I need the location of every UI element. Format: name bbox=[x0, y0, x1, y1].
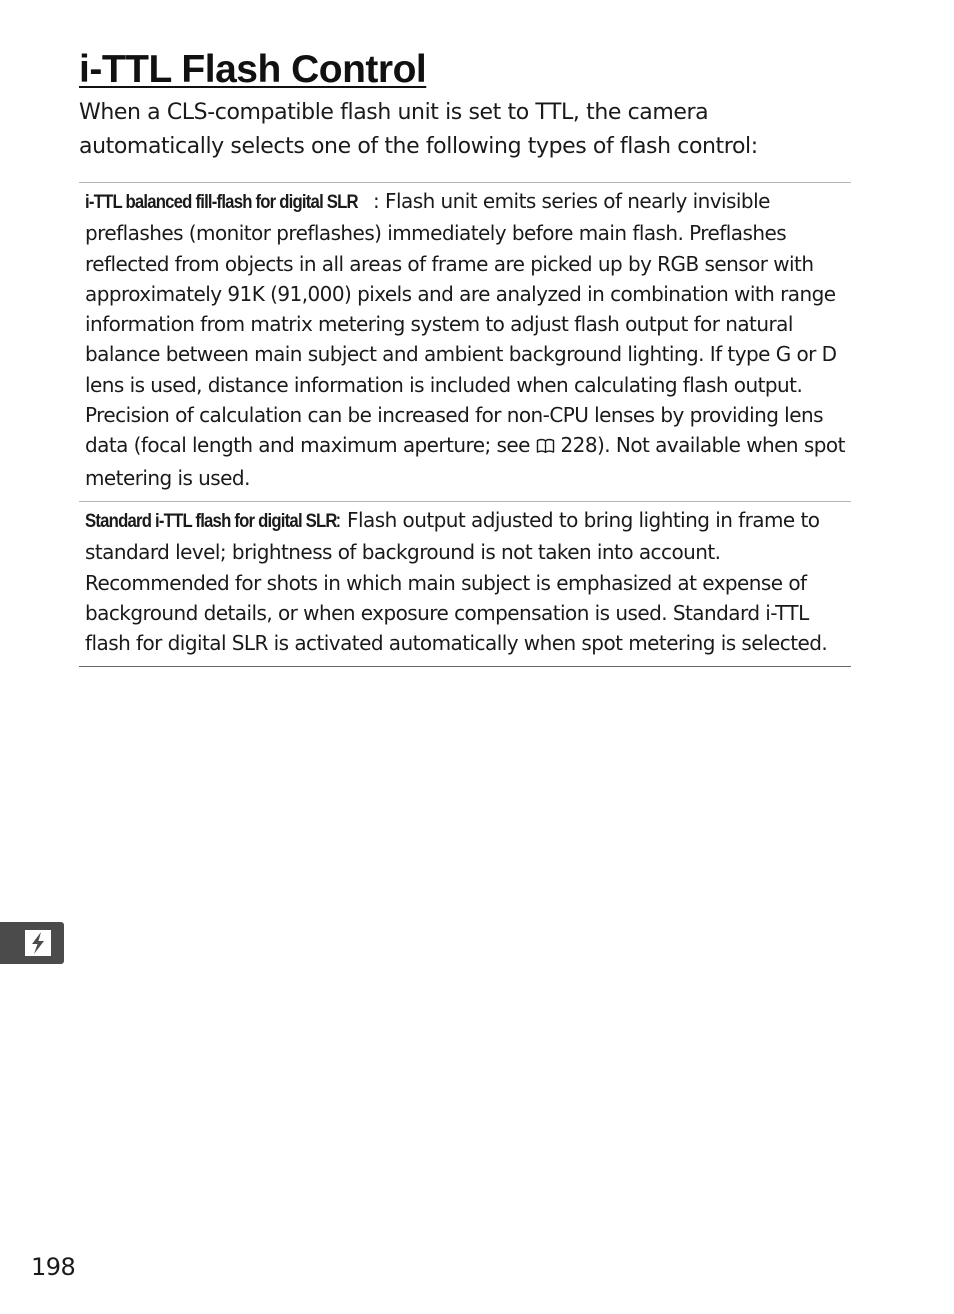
book-icon bbox=[536, 432, 555, 462]
flash-control-types-list bbox=[79, 182, 851, 667]
entry-balanced-fill-flash bbox=[79, 183, 851, 501]
entry-term: i-TTL balanced fill-flash for digital SLR bbox=[85, 192, 358, 213]
intro-paragraph: When a CLS-compatible flash unit is set to TTL, the camera automatically selects one of the following types of flash control: bbox=[79, 100, 758, 159]
entry-term: Standard i-TTL flash for digital SLR bbox=[85, 510, 337, 532]
entry-standard-ittl-flash bbox=[79, 501, 851, 666]
entry-separator: : bbox=[335, 507, 348, 532]
entry-separator: : bbox=[373, 189, 386, 213]
page-title: i-TTL Flash Control bbox=[79, 48, 427, 91]
page-reference: 228 bbox=[554, 433, 598, 458]
entry-description-end: ). Not available when spot metering is used. bbox=[85, 433, 845, 490]
page-number: 198 bbox=[31, 1253, 76, 1281]
flash-icon bbox=[24, 929, 52, 957]
entry-description: Flash output adjusted to bring lighting in frame to standard level; brightness of background is not taken into account. Recommended for shots in which main subject is emphasized at expense of background details, or when exposure compensation is used. Standard i-TTL flash for digital SLR is activated automatically when spot metering is selected. bbox=[85, 507, 828, 656]
section-tab bbox=[0, 922, 64, 964]
entry-description: Flash unit emits series of nearly invisible preflashes (monitor preflashes) immediately before main flash. Preflashes reflected from objects in all areas of frame are picked up by RGB sensor with approximately 91K (91,000) pixels and are analyzed in combination with range information from matrix metering system to adjust flash output for natural balance between main subject and ambient background lighting. If type G or D lens is used, distance information is included when calculating flash output. Precision of calculation can be increased for non-CPU lenses by providing lens data (focal length and maximum aperture; see bbox=[85, 189, 837, 458]
